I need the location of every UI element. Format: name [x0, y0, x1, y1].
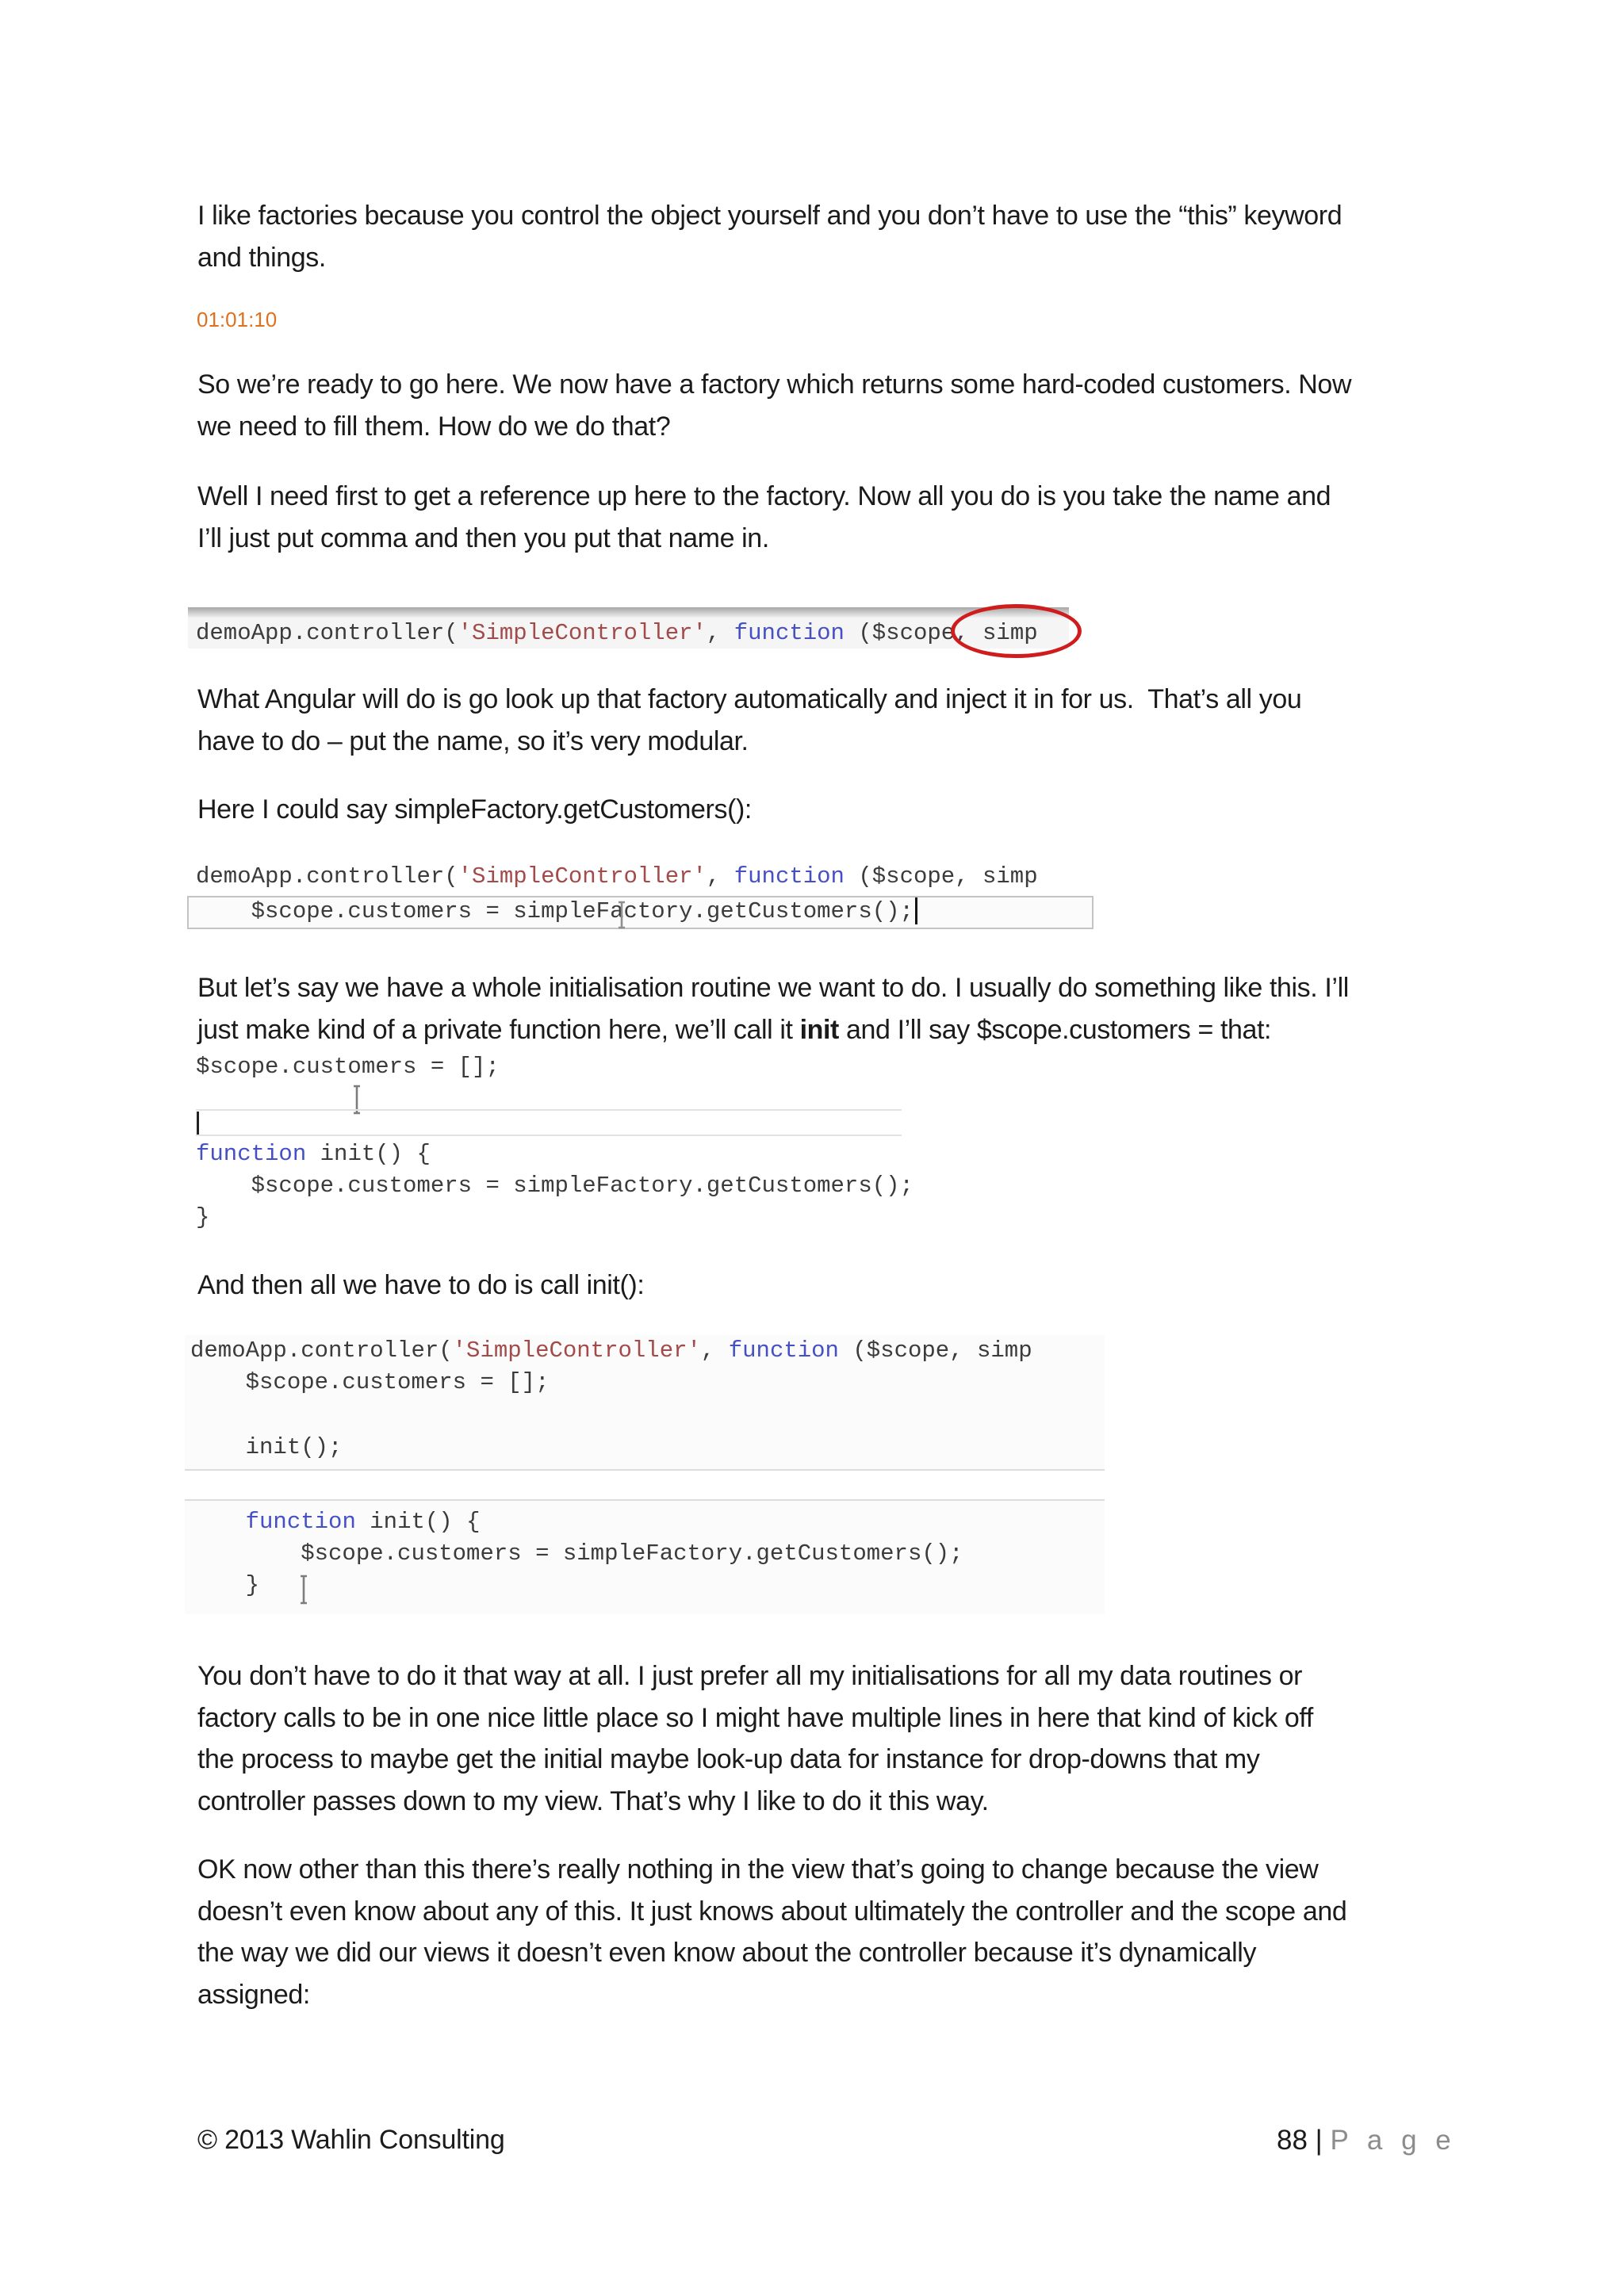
code-line — [196, 1203, 209, 1232]
code-text: demoApp.controller( — [196, 620, 458, 646]
video-timestamp: 01:01:10 — [197, 308, 278, 331]
paragraph-text: and I’ll say $scope.customers = that: — [838, 1014, 1272, 1045]
paragraph-line: and things. — [197, 242, 326, 273]
footer-divider: | — [1307, 2125, 1331, 2156]
code-screenshot-getcustomers — [187, 861, 1094, 931]
code-text: demoApp.controller( — [196, 863, 458, 890]
code-screenshot-controller-line — [188, 607, 1069, 649]
code-screenshot-full-controller — [185, 1335, 1105, 1614]
code-line — [190, 1508, 481, 1536]
paragraph-bold-text: init — [799, 1014, 839, 1045]
code-text: init() { — [306, 1141, 431, 1167]
paragraph — [197, 364, 1351, 447]
paragraph-line: factory calls to be in one nice little place so I might have multiple lines in here that kind of kick off — [197, 1702, 1313, 1733]
code-text: , — [706, 863, 734, 890]
code-string: 'SimpleController' — [458, 863, 707, 890]
text-caret — [197, 1112, 199, 1135]
footer-copyright: © 2013 Wahlin Consulting — [197, 2125, 505, 2155]
code-line — [196, 1140, 431, 1169]
code-line — [196, 619, 1038, 648]
code-text: ($scope, simp — [838, 1337, 1032, 1364]
code-text: $scope.customers = simpleFactory.getCustomers(); — [196, 898, 914, 924]
paragraph-line: we need to fill them. How do we do that? — [197, 411, 671, 442]
code-line — [190, 1337, 1032, 1365]
code-text: $scope.customers = []; — [190, 1369, 550, 1395]
paragraph — [197, 789, 752, 831]
code-string: 'SimpleController' — [452, 1337, 701, 1364]
editor-divider — [185, 1499, 1105, 1501]
text-cursor-icon — [615, 901, 628, 929]
code-line — [196, 897, 917, 926]
text-caret — [915, 897, 917, 924]
paragraph — [197, 1265, 644, 1307]
editor-divider — [196, 1135, 902, 1136]
code-line — [196, 1172, 914, 1200]
code-screenshot-init-function — [188, 1051, 914, 1240]
footer-page-number — [1277, 2125, 1457, 2156]
paragraph — [197, 967, 1349, 1050]
paragraph-line: And then all we have to do is call init(): — [197, 1270, 645, 1300]
paragraph-line: have to do – put the name, so it’s very modular. — [197, 725, 749, 756]
code-text: ($scope — [844, 620, 956, 646]
text-cursor-icon — [297, 1575, 310, 1605]
code-text: } — [190, 1572, 260, 1598]
paragraph — [197, 476, 1331, 559]
paragraph-line: Here I could say simpleFactory.getCustomers(): — [197, 794, 752, 825]
paragraph-line: doesn’t even know about any of this. It just knows about ultimately the controller and the scope and — [197, 1896, 1347, 1927]
paragraph-line: controller passes down to my view. That’s why I like to do it this way. — [197, 1785, 989, 1816]
code-line — [190, 1540, 963, 1568]
paragraph-line: the process to maybe get the initial maybe look-up data for instance for drop-downs that my — [197, 1744, 1260, 1774]
code-string: 'SimpleController' — [458, 620, 707, 646]
highlight-circle-annotation — [951, 604, 1082, 658]
code-keyword: function — [196, 1141, 307, 1167]
code-keyword: function — [733, 620, 845, 646]
code-text: } — [196, 1204, 210, 1230]
code-line — [196, 863, 1038, 891]
code-text: init(); — [190, 1434, 343, 1460]
code-line — [196, 1053, 500, 1081]
paragraph-line: But let’s say we have a whole initialisation routine we want to do. I usually do something like this. I’ll — [197, 973, 1349, 1003]
code-text: ($scope, simp — [844, 863, 1038, 890]
paragraph-text: just make kind of a private function here, we’ll call it — [197, 1014, 800, 1045]
code-line — [190, 1433, 342, 1462]
page-number: 88 — [1277, 2125, 1308, 2156]
page-word: P a g e — [1330, 2125, 1457, 2156]
paragraph-line: So we’re ready to go here. We now have a factory which returns some hard-coded customers. Now — [197, 369, 1352, 400]
editor-divider — [196, 1109, 902, 1111]
code-line — [190, 1368, 549, 1397]
code-text-circled: , simp — [955, 620, 1038, 646]
paragraph — [197, 1655, 1313, 1822]
paragraph-line: Well I need first to get a reference up here to the factory. Now all you do is you take the name and — [197, 481, 1331, 511]
paragraph — [197, 1849, 1346, 2015]
paragraph-line: I like factories because you control the object yourself and you don’t have to use the “this” keyword — [197, 201, 1342, 231]
paragraph-line: What Angular will do is go look up that factory automatically and inject it in for us. That’s all you — [197, 684, 1302, 714]
code-line — [190, 1571, 259, 1600]
code-text: demoApp.controller( — [190, 1337, 453, 1364]
paragraph-line: assigned: — [197, 1979, 310, 2010]
code-text: , — [706, 620, 734, 646]
paragraph-line: I’ll just put comma and then you put that name in. — [197, 522, 769, 553]
code-text: , — [700, 1337, 729, 1364]
paragraph-line: OK now other than this there’s really nothing in the view that’s going to change because the view — [197, 1854, 1319, 1885]
toolbar-shadow — [188, 607, 1069, 618]
code-text: init() { — [355, 1509, 481, 1535]
code-text: $scope.customers = simpleFactory.getCustomers(); — [196, 1173, 914, 1199]
code-text: $scope.customers = simpleFactory.getCustomers(); — [190, 1540, 963, 1567]
paragraph — [197, 195, 1342, 278]
paragraph — [197, 679, 1301, 762]
editor-band — [185, 1471, 1105, 1499]
code-text — [190, 1509, 246, 1535]
paragraph-line — [197, 1009, 1349, 1051]
code-keyword: function — [728, 1337, 839, 1364]
code-keyword: function — [733, 863, 845, 890]
paragraph-line: the way we did our views it doesn’t even know about the controller because it’s dynamically — [197, 1938, 1257, 1968]
code-keyword: function — [245, 1509, 356, 1535]
code-text: $scope.customers = []; — [196, 1054, 500, 1080]
paragraph-line: You don’t have to do it that way at all. I just prefer all my initialisations for all my data routines or — [197, 1661, 1303, 1691]
